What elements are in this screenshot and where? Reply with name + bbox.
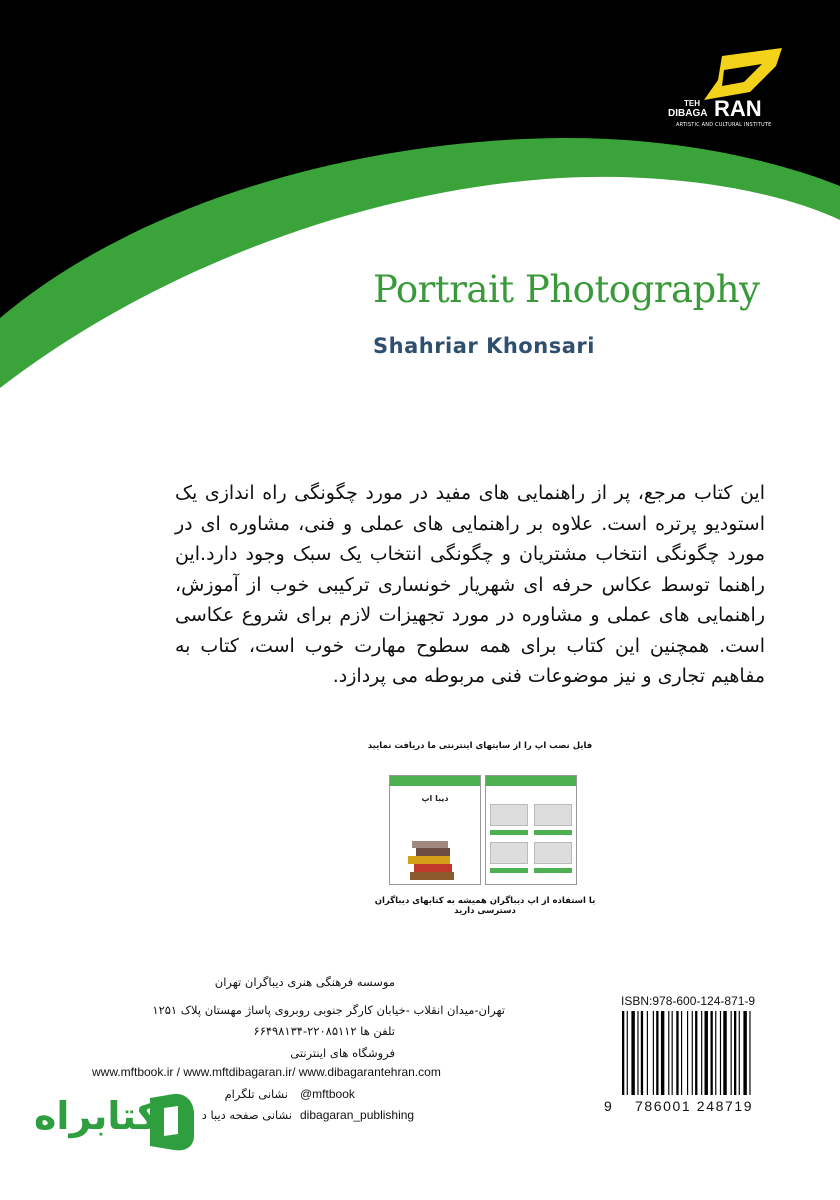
barcode-bar [653, 1011, 654, 1095]
book-author: Shahriar Khonsari [373, 334, 595, 358]
publisher-name: موسسه فرهنگی هنری دیباگران تهران [214, 975, 395, 989]
barcode-bar [687, 1011, 688, 1095]
app-phone-title: دیبا اپ [421, 794, 449, 803]
barcode-bar [705, 1011, 708, 1095]
barcode-bar [731, 1011, 732, 1095]
barcode-bar [668, 1011, 669, 1095]
barcode-bar [734, 1011, 736, 1095]
app-screenshot-list [485, 775, 577, 885]
app-tile-bar [534, 868, 572, 873]
barcode-bar [676, 1011, 678, 1095]
online-stores-label: فروشگاه های اینترنتی [290, 1046, 395, 1060]
publisher-logo-icon [664, 42, 784, 134]
barcode-bar [631, 1011, 634, 1095]
barcode-bar [661, 1011, 664, 1095]
logo-tagline: ARTISTIC AND CULTURAL INSTITUTE [676, 122, 772, 128]
app-promo-bottom-text: با استفاده از اپ دیباگران همیشه به کتابهای دیباگران دسترسی دارید [374, 896, 596, 916]
app-screenshot-cover [389, 775, 481, 885]
publisher-phone: تلفن ها ۲۲۰۸۵۱۱۲-۶۶۴۹۸۱۳۴ [253, 1024, 395, 1038]
books-stack-icon [406, 838, 458, 884]
publisher-websites[interactable]: www.mftbook.ir / www.mftdibagaran.ir/ www.dibagarantehran.com [92, 1065, 441, 1079]
barcode-bar [701, 1011, 702, 1095]
telegram-handle[interactable]: @mftbook [300, 1087, 355, 1101]
barcode-bar [627, 1011, 628, 1095]
logo-ran: RAN [714, 96, 762, 121]
telegram-label: نشانی تلگرام [224, 1087, 288, 1101]
barcode-bar [681, 1011, 682, 1095]
app-tile-bar [534, 830, 572, 835]
barcode-bar [715, 1011, 716, 1095]
barcode-bar [622, 1011, 624, 1095]
app-list-header-bar [486, 776, 576, 786]
book-description: این کتاب مرجع، پر از راهنمایی های مفید در مورد چگونگی راه اندازی یک استودیو پرتره است. علاوه بر راهنمایی های عملی و فنی، مشاوره ای در مورد چگونگی انتخاب مشتریان و چگونگی انتخاب یک سبک وجود دارد.این راهنما توسط عکاس حرفه ای شهریار خونساری ترکیبی خوب از آموزش، راهنمایی های عملی و مشاوره در مورد تجهیزات لازم برای شروع عکاسی است. همچنین این کتاب برای همه سطوح مهارت خوب است، کتاب به مفاهیم تجاری و نیز موضوعات فنی مربوطه می پردازد. [175, 482, 765, 687]
app-tile [534, 804, 572, 826]
instagram-handle[interactable]: dibagaran_publishing [300, 1108, 415, 1122]
isbn-label: ISBN:978-600-124-871-9 [621, 994, 756, 1008]
ketabrah-watermark-text: کتابراه [34, 1094, 160, 1138]
app-promo-top-text: فایل نصب اپ را از سایتهای اینترنتی ما دریافت نمایید [367, 741, 593, 751]
barcode-lead-digit: 9 [604, 1098, 612, 1114]
app-tile [490, 804, 528, 826]
barcode-bar [672, 1011, 673, 1095]
barcode-bar [695, 1011, 697, 1095]
instagram-label: نشانی صفحه دیبا د [201, 1108, 292, 1122]
barcode-bar [692, 1011, 693, 1095]
barcode-bar [711, 1011, 713, 1095]
app-header-bar [390, 776, 480, 786]
barcode-bar [656, 1011, 658, 1095]
barcode-digits: 786001 248719 [635, 1098, 754, 1114]
app-tile [534, 842, 572, 864]
app-tile [490, 842, 528, 864]
app-tile-bar [490, 868, 528, 873]
barcode-bar [739, 1011, 740, 1095]
barcode-bar [637, 1011, 638, 1095]
barcode-bar [743, 1011, 746, 1095]
barcode-bar [720, 1011, 721, 1095]
barcode-bar [749, 1011, 750, 1095]
book-title: Portrait Photography [373, 268, 760, 311]
barcode-bar [641, 1011, 643, 1095]
logo-teh: TEH [684, 99, 700, 108]
barcode-bar [647, 1011, 648, 1095]
publisher-address: تهران-میدان انقلاب -خیابان کارگر جنوبی روبروی پاساژ مهستان پلاک ۱۲۵۱ [152, 1003, 505, 1017]
logo-dibaga: DIBAGA [668, 108, 708, 119]
barcode-bar [723, 1011, 726, 1095]
app-tile-bar [490, 830, 528, 835]
barcode-icon [620, 1011, 765, 1105]
